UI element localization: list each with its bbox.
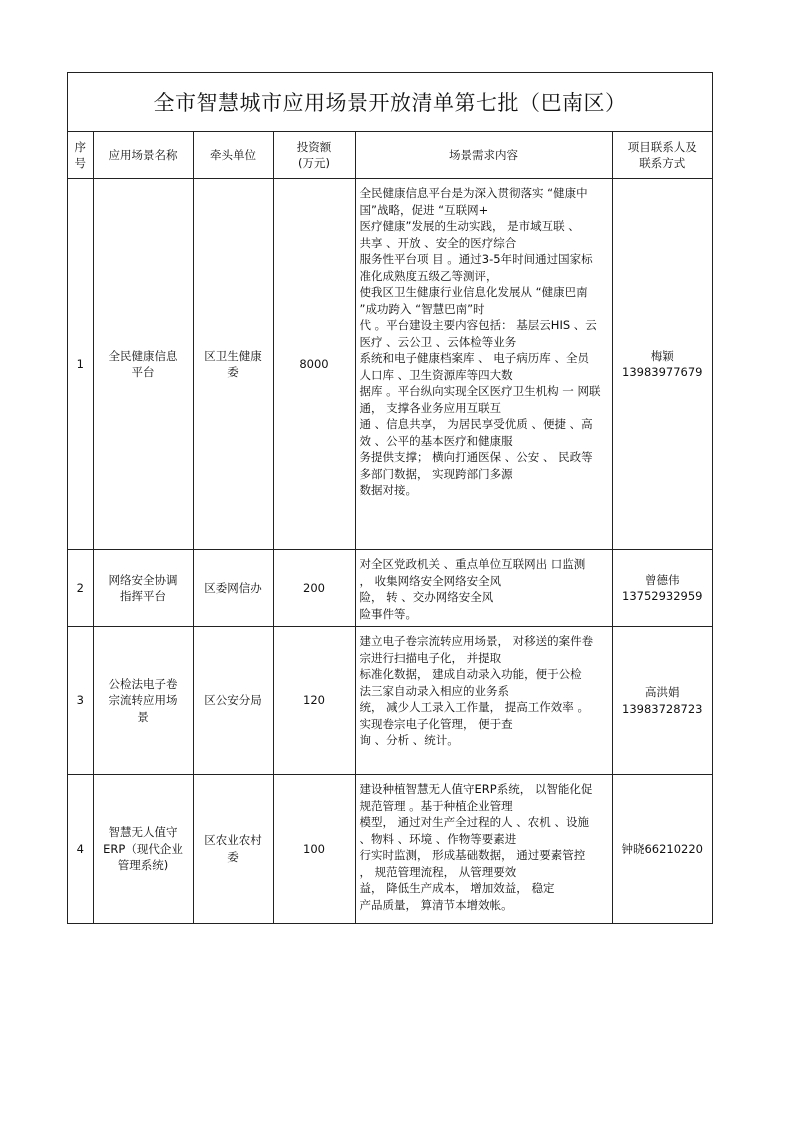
scene-table [68,132,712,923]
cell-lead-unit [193,550,273,627]
demand-text-line: ， 收集网络安全网络安全风 [359,573,502,588]
demand-text-line: 行实时监测， 形成基础数据， 通过要素管控 [359,848,586,862]
cell-seq: 4 [68,775,93,923]
cell-contact-line: 梅颖 [650,348,674,363]
demand-text-line: 服务性平台项 目 。通过3-5年时间通过国家标 [359,252,593,266]
cell-scene-name [93,775,193,923]
cell-scene-name-line: 管理系统) [117,858,169,872]
demand-text-line: 统， 减少人工录入工作量， 提高工作效率 。 [359,700,589,714]
cell-scene-name [93,627,193,775]
cell-contact-line: 13752932959 [622,589,703,603]
table-row [68,775,712,923]
demand-text-line: 模型， 通过对生产全过程的人 、农机 、设施 [359,815,589,829]
demand-text-line: 通 、信息共享， 为居民享受优质 、便捷 、高 [359,417,593,431]
cell-scene-name-line: 网络安全协调 [108,572,178,587]
demand-text-line: 建立电子卷宗流转应用场景， 对移送的案件卷 [359,634,594,648]
cell-lead-unit [193,179,273,550]
cell-contact [612,627,712,775]
cell-scene-name-line: 景 [137,709,149,724]
cell-scene-name [93,550,193,627]
demand-text-line: 询 、分析 、统计。 [359,733,459,747]
demand-text-line: 标准化数据， 建成自动录入功能，便于公检 [359,667,582,681]
demand-text-line: 险事件等。 [359,606,417,621]
demand-text-line: 法三家自动录入相应的业务系 [359,683,509,698]
cell-lead-unit-line: 区农业农村 [204,833,262,848]
cell-investment: 100 [273,775,355,923]
page-title: 全市智慧城市应用场景开放清单第七批（巴南区） [68,73,712,132]
cell-demand [355,627,612,775]
demand-text-line: 使我区卫生健康行业信息化发展从 “健康巴南 [359,285,588,299]
demand-text-line: 通， 支撑各业务应用互联互 [359,400,502,415]
demand-text-line: 代 。平台建设主要内容包括： 基层云HIS 、云 [359,318,597,332]
demand-text-line: 务提供支撑； 横向打通医保 、公安 、 民政等 [359,450,593,464]
cell-investment: 120 [273,627,355,775]
demand-text-line: 医疗健康”发展的生动实践， 是市域互联 、 [359,219,580,233]
cell-scene-name-line: 全民健康信息 [108,348,178,363]
demand-text-line: 多部门数据， 实现跨部门多源 [359,466,513,481]
demand-text-line: 国”战略，促进 “互联网+ [359,202,489,217]
cell-seq: 3 [68,627,93,775]
cell-scene-name-line: 指挥平台 [120,589,166,603]
demand-text-line: ”成功跨入 “智慧巴南”时 [359,301,485,316]
cell-contact-line: 高洪娟 [645,685,680,699]
demand-text-line: 数据对接。 [359,483,417,497]
cell-contact-line: 13983728723 [622,701,703,716]
cell-lead-unit [193,775,273,923]
cell-contact-line: 曾德伟 [645,572,680,587]
header-demand: 场景需求内容 [355,132,612,179]
cell-contact [612,775,712,923]
demand-text-line: 险， 转 、交办网络安全风 [359,590,494,604]
cell-lead-unit-line: 委 [227,849,239,864]
cell-scene-name [93,179,193,550]
header-invest: 投资额 (万元) [273,132,355,179]
header-name: 应用场景名称 [93,132,193,179]
header-seq: 序 号 [68,132,93,179]
header-unit: 牵头单位 [193,132,273,179]
table-body [68,179,712,923]
demand-text-line: 对全区党政机关 、重点单位互联网出 口监测 [359,557,586,571]
demand-text-line: 规范管理 。基于种植企业管理 [359,798,513,813]
demand-text-line: 、物料 、环境 、作物等要素进 [359,831,517,846]
cell-scene-name-line: 平台 [131,365,155,379]
cell-scene-name-line: ERP（现代企业 [103,841,183,856]
demand-text-line: 效 、公平的基本医疗和健康服 [359,433,513,448]
demand-text-line: 人口库 、卫生资源库等四大数 [359,367,513,382]
cell-demand [355,775,612,923]
cell-contact-line: 钟晓66210220 [621,841,704,856]
cell-lead-unit-line: 委 [227,365,239,379]
demand-text-line: 共享 、开放 、安全的医疗综合 [359,235,517,250]
cell-demand [355,550,612,627]
table-header-row [68,132,712,179]
demand-text-line: 系统和电子健康档案库 、 电子病历库 、全员 [359,351,589,365]
cell-scene-name-line: 宗流转应用场 [108,693,178,708]
cell-lead-unit [193,627,273,775]
cell-contact-line: 13983977679 [622,365,703,379]
demand-text-line: 宗进行扫描电子化， 并提取 [359,650,502,665]
cell-lead-unit-line: 区委网信办 [204,580,262,595]
cell-contact [612,179,712,550]
demand-text-line: ， 规范管理流程， 从管理要效 [359,864,517,879]
cell-scene-name-line: 公检法电子卷 [108,676,178,691]
list-sheet [67,72,713,924]
demand-text-line: 医疗 、云公卫 、云体检等业务 [359,334,517,349]
cell-demand [355,179,612,550]
demand-text-line: 产品质量， 算清节本增效帐。 [359,897,513,912]
header-contact: 项目联系人及 联系方式 [612,132,712,179]
demand-text-line: 益， 降低生产成本， 增加效益， 稳定 [359,881,555,895]
cell-lead-unit-line: 区公安分局 [204,693,262,708]
cell-investment: 8000 [273,179,355,550]
cell-investment: 200 [273,550,355,627]
demand-text-line: 准化成熟度五级乙等测评， [359,268,498,283]
cell-lead-unit-line: 区卫生健康 [204,348,262,363]
cell-scene-name-line: 智慧无人值守 [108,825,178,839]
demand-text-line: 据库 。平台纵向实现全区医疗卫生机构 一 网联 [359,384,601,398]
cell-seq: 1 [68,179,93,550]
cell-seq: 2 [68,550,93,627]
demand-text-line: 实现卷宗电子化管理， 便于查 [359,716,513,731]
table-row [68,627,712,775]
demand-text-line: 全民健康信息平台是为深入贯彻落实 “健康中 [359,186,588,200]
table-row [68,550,712,627]
cell-contact [612,550,712,627]
table-row [68,179,712,550]
demand-text-line: 建设种植智慧无人值守ERP系统， 以智能化促 [359,782,593,796]
